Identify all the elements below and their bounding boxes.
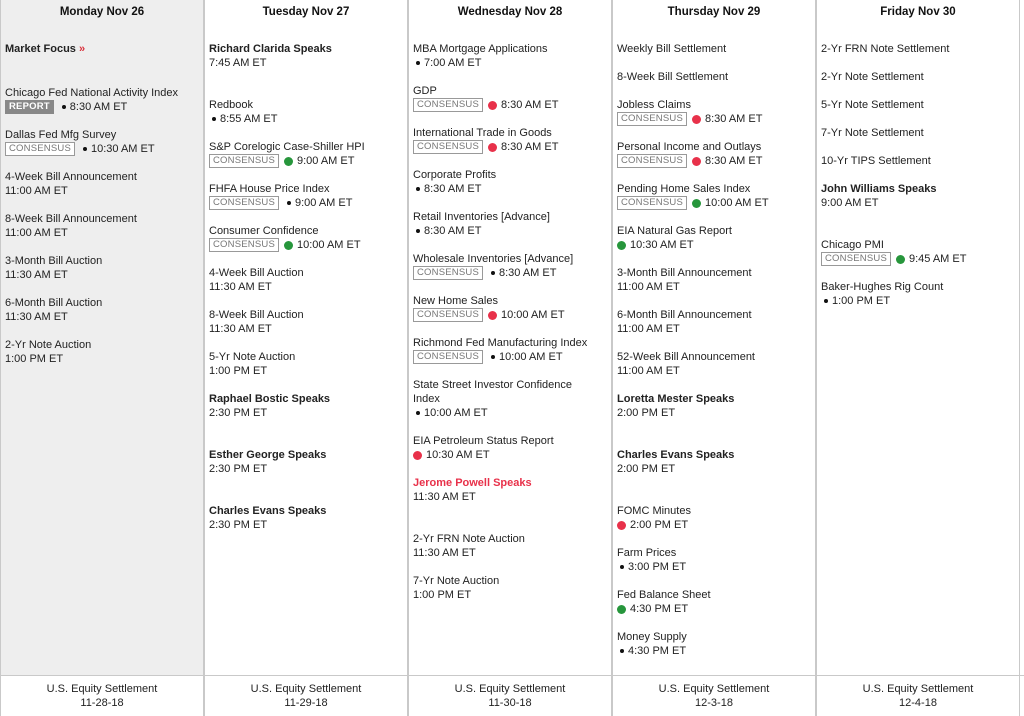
event-name[interactable]: John Williams Speaks xyxy=(821,183,937,195)
green-dot-icon xyxy=(284,241,293,250)
calendar-event[interactable] xyxy=(617,98,811,126)
event-name[interactable]: 7-Yr Note Auction xyxy=(413,575,500,587)
consensus-badge[interactable]: CONSENSUS xyxy=(209,238,279,252)
event-time: 8:30 AM ET xyxy=(69,101,128,113)
calendar-event[interactable] xyxy=(617,504,811,532)
event-name[interactable]: Jobless Claims xyxy=(617,99,691,111)
red-dot-icon xyxy=(488,143,497,152)
consensus-badge[interactable]: CONSENSUS xyxy=(5,142,75,156)
calendar-event[interactable] xyxy=(209,392,403,420)
event-time: 11:30 AM ET xyxy=(5,311,68,323)
calendar-event[interactable] xyxy=(413,252,607,280)
event-name[interactable]: 4-Week Bill Auction xyxy=(209,267,304,279)
calendar-event[interactable] xyxy=(209,140,403,168)
event-name[interactable]: Redbook xyxy=(209,99,254,111)
calendar-event[interactable] xyxy=(413,336,607,364)
consensus-badge[interactable]: CONSENSUS xyxy=(413,308,483,322)
event-time: 2:30 PM ET xyxy=(209,519,268,531)
event-time: 10:30 AM ET xyxy=(630,239,694,251)
calendar-event[interactable] xyxy=(617,266,811,294)
day-header: Monday Nov 26 xyxy=(59,6,145,18)
event-time: 10:00 AM ET xyxy=(424,407,488,419)
day-column-wednesday xyxy=(408,0,612,675)
event-name[interactable]: Baker-Hughes Rig Count xyxy=(821,281,944,293)
event-name[interactable]: Dallas Fed Mfg Survey xyxy=(5,129,117,141)
black-dot-icon xyxy=(620,649,624,653)
event-time: 4:30 PM ET xyxy=(628,645,687,657)
calendar-event[interactable] xyxy=(617,350,811,378)
event-time: 11:00 AM ET xyxy=(5,227,68,239)
calendar-event[interactable] xyxy=(209,308,403,336)
event-time: 11:00 AM ET xyxy=(617,323,680,335)
chevron-right-icon: » xyxy=(78,43,86,55)
event-name[interactable]: 3-Month Bill Auction xyxy=(5,255,103,267)
event-name[interactable]: Chicago Fed National Activity Index xyxy=(5,87,179,99)
calendar-event[interactable] xyxy=(617,588,811,616)
event-time: 8:30 AM ET xyxy=(704,155,763,167)
event-name[interactable]: 2-Yr FRN Note Settlement xyxy=(821,43,950,55)
calendar-event[interactable] xyxy=(617,448,811,476)
calendar-event[interactable] xyxy=(413,42,607,70)
event-time: 8:55 AM ET xyxy=(220,113,278,125)
black-dot-icon xyxy=(491,271,495,275)
event-name[interactable]: S&P Corelogic Case-Shiller HPI xyxy=(209,141,365,153)
calendar-event[interactable] xyxy=(413,294,607,322)
calendar-event[interactable] xyxy=(5,170,199,198)
calendar-event[interactable] xyxy=(5,338,199,366)
calendar-event[interactable] xyxy=(209,224,403,252)
consensus-badge[interactable]: CONSENSUS xyxy=(209,154,279,168)
event-time: 11:30 AM ET xyxy=(5,269,68,281)
calendar-event[interactable] xyxy=(821,238,1015,266)
event-time: 3:00 PM ET xyxy=(628,561,687,573)
event-time: 11:30 AM ET xyxy=(413,547,476,559)
black-dot-icon xyxy=(491,355,495,359)
event-name[interactable]: 2-Yr Note Settlement xyxy=(821,71,924,83)
calendar-event[interactable] xyxy=(617,224,811,252)
event-time: 7:45 AM ET xyxy=(209,57,267,69)
green-dot-icon xyxy=(617,241,626,250)
consensus-badge[interactable]: CONSENSUS xyxy=(617,112,687,126)
green-dot-icon xyxy=(896,255,905,264)
event-name[interactable]: 3-Month Bill Announcement xyxy=(617,267,752,279)
calendar-event[interactable] xyxy=(413,476,607,504)
consensus-badge[interactable]: CONSENSUS xyxy=(617,196,687,210)
event-time: 1:00 PM ET xyxy=(5,353,64,365)
event-name[interactable]: 2-Yr FRN Note Auction xyxy=(413,533,525,545)
event-name[interactable]: Wholesale Inventories [Advance] xyxy=(413,253,574,265)
event-name[interactable]: Charles Evans Speaks xyxy=(209,505,327,517)
event-name[interactable]: 7-Yr Note Settlement xyxy=(821,127,924,139)
day-header: Wednesday Nov 28 xyxy=(457,6,563,18)
settlement-footer: U.S. Equity Settlement 12-4-18 xyxy=(816,676,1020,716)
calendar-event[interactable] xyxy=(5,254,199,282)
day-column-monday xyxy=(0,0,204,675)
event-time: 2:00 PM ET xyxy=(617,407,676,419)
event-name[interactable]: Corporate Profits xyxy=(413,169,497,181)
event-time: 9:45 AM ET xyxy=(908,253,967,265)
settlement-footer: U.S. Equity Settlement 11-29-18 xyxy=(204,676,408,716)
red-dot-icon xyxy=(413,451,422,460)
event-name[interactable]: Farm Prices xyxy=(617,547,677,559)
event-name[interactable]: Pending Home Sales Index xyxy=(617,183,751,195)
event-name[interactable]: FOMC Minutes xyxy=(617,505,691,517)
calendar-event[interactable] xyxy=(821,280,1015,308)
event-time: 8:30 AM ET xyxy=(424,183,482,195)
event-time: 4:30 PM ET xyxy=(630,603,689,615)
calendar-event[interactable] xyxy=(209,504,403,532)
consensus-badge[interactable]: CONSENSUS xyxy=(209,196,279,210)
event-name[interactable]: 10-Yr TIPS Settlement xyxy=(821,155,931,167)
calendar-event[interactable] xyxy=(821,154,1015,168)
calendar-event[interactable] xyxy=(617,630,811,658)
calendar-event[interactable] xyxy=(617,70,811,84)
calendar-event[interactable] xyxy=(617,140,811,168)
event-time: 9:00 AM ET xyxy=(294,197,353,209)
event-name[interactable]: Jerome Powell Speaks xyxy=(413,477,532,489)
event-time: 11:00 AM ET xyxy=(617,281,680,293)
event-name[interactable]: Loretta Mester Speaks xyxy=(617,393,735,405)
event-time: 8:30 AM ET xyxy=(498,267,557,279)
event-name[interactable]: 8-Week Bill Announcement xyxy=(5,213,137,225)
black-dot-icon xyxy=(287,201,291,205)
black-dot-icon xyxy=(212,117,216,121)
event-name[interactable]: Chicago PMI xyxy=(821,239,884,251)
event-time: 11:30 AM ET xyxy=(209,323,272,335)
black-dot-icon xyxy=(416,411,420,415)
event-name[interactable]: Fed Balance Sheet xyxy=(617,589,711,601)
day-header: Friday Nov 30 xyxy=(880,6,956,18)
event-time: 10:30 AM ET xyxy=(90,143,155,155)
event-time: 10:00 AM ET xyxy=(704,197,769,209)
calendar-event[interactable] xyxy=(413,378,607,420)
event-time: 10:30 AM ET xyxy=(426,449,490,461)
event-name[interactable]: Weekly Bill Settlement xyxy=(617,43,727,55)
event-name[interactable]: 5-Yr Note Auction xyxy=(209,351,296,363)
event-name[interactable]: EIA Natural Gas Report xyxy=(617,225,732,237)
event-time: 10:00 AM ET xyxy=(296,239,361,251)
black-dot-icon xyxy=(416,229,420,233)
consensus-badge[interactable]: CONSENSUS xyxy=(413,98,483,112)
calendar-event[interactable] xyxy=(5,212,199,240)
calendar-event[interactable] xyxy=(209,182,403,210)
event-name[interactable]: New Home Sales xyxy=(413,295,498,307)
event-name[interactable]: Personal Income and Outlays xyxy=(617,141,762,153)
event-name[interactable]: 6-Month Bill Auction xyxy=(5,297,103,309)
day-header: Tuesday Nov 27 xyxy=(262,6,350,18)
event-time: 8:30 AM ET xyxy=(500,99,559,111)
event-time: 2:30 PM ET xyxy=(209,407,268,419)
red-dot-icon xyxy=(692,115,701,124)
calendar-event[interactable] xyxy=(617,308,811,336)
calendar-event[interactable] xyxy=(821,182,1015,210)
event-time: 1:00 PM ET xyxy=(209,365,268,377)
event-name[interactable]: 8-Week Bill Auction xyxy=(209,309,304,321)
calendar-event[interactable] xyxy=(209,266,403,294)
event-name[interactable]: 52-Week Bill Announcement xyxy=(617,351,755,363)
calendar-event[interactable] xyxy=(821,42,1015,56)
event-time: 7:00 AM ET xyxy=(424,57,482,69)
event-time: 2:30 PM ET xyxy=(209,463,268,475)
consensus-badge[interactable]: CONSENSUS xyxy=(413,266,483,280)
consensus-badge[interactable]: CONSENSUS xyxy=(617,154,687,168)
event-name[interactable]: State Street Investor Confidence xyxy=(413,379,572,391)
event-time: 11:30 AM ET xyxy=(209,281,272,293)
event-name[interactable]: Charles Evans Speaks xyxy=(617,449,735,461)
event-name[interactable]: GDP xyxy=(413,85,437,97)
event-time: 11:00 AM ET xyxy=(5,185,68,197)
settlement-footer: U.S. Equity Settlement 11-28-18 xyxy=(0,676,204,716)
calendar-event[interactable] xyxy=(5,86,199,114)
calendar-event[interactable] xyxy=(209,42,403,70)
black-dot-icon xyxy=(83,147,87,151)
calendar-event[interactable] xyxy=(209,350,403,378)
event-name[interactable]: Retail Inventories [Advance] xyxy=(413,211,550,223)
calendar-event[interactable] xyxy=(413,126,607,154)
calendar-event[interactable] xyxy=(617,392,811,420)
calendar-event[interactable] xyxy=(821,98,1015,112)
calendar-event[interactable] xyxy=(209,448,403,476)
day-column-thursday xyxy=(612,0,816,675)
event-time: 1:00 PM ET xyxy=(832,295,891,307)
green-dot-icon xyxy=(284,157,293,166)
red-dot-icon xyxy=(692,157,701,166)
black-dot-icon xyxy=(824,299,828,303)
event-name[interactable]: Esther George Speaks xyxy=(209,449,327,461)
event-name[interactable]: 6-Month Bill Announcement xyxy=(617,309,752,321)
event-time: 10:00 AM ET xyxy=(498,351,563,363)
event-name[interactable]: 4-Week Bill Announcement xyxy=(5,171,137,183)
calendar-event[interactable] xyxy=(413,434,607,462)
event-name[interactable]: MBA Mortgage Applications xyxy=(413,43,548,55)
calendar-event[interactable] xyxy=(617,546,811,574)
calendar-event[interactable] xyxy=(821,126,1015,140)
event-time: 11:00 AM ET xyxy=(617,365,680,377)
event-name[interactable]: 2-Yr Note Auction xyxy=(5,339,92,351)
black-dot-icon xyxy=(62,105,66,109)
event-time: 11:30 AM ET xyxy=(413,491,476,503)
event-time: 1:00 PM ET xyxy=(413,589,472,601)
footer-row xyxy=(0,675,1024,715)
consensus-badge[interactable]: CONSENSUS xyxy=(413,350,483,364)
day-column-tuesday xyxy=(204,0,408,675)
black-dot-icon xyxy=(620,565,624,569)
calendar-event[interactable] xyxy=(617,42,811,56)
calendar-event[interactable] xyxy=(821,70,1015,84)
market-focus-link[interactable]: Market Focus » xyxy=(5,43,86,55)
settlement-footer: U.S. Equity Settlement 12-3-18 xyxy=(612,676,816,716)
event-name[interactable]: International Trade in Goods xyxy=(413,127,552,139)
event-time: 8:30 AM ET xyxy=(500,141,559,153)
report-badge[interactable]: REPORT xyxy=(5,100,54,114)
event-name[interactable]: Richmond Fed Manufacturing Index xyxy=(413,337,588,349)
event-name[interactable]: Raphael Bostic Speaks xyxy=(209,393,331,405)
event-name-continued[interactable]: Index xyxy=(413,393,440,405)
event-time: 2:00 PM ET xyxy=(617,463,676,475)
event-time: 8:30 AM ET xyxy=(704,113,763,125)
event-time: 9:00 AM ET xyxy=(296,155,355,167)
calendar-event[interactable] xyxy=(413,84,607,112)
calendar-event[interactable] xyxy=(413,210,607,238)
green-dot-icon xyxy=(617,605,626,614)
consensus-badge[interactable]: CONSENSUS xyxy=(413,140,483,154)
event-name[interactable]: FHFA House Price Index xyxy=(209,183,330,195)
red-dot-icon xyxy=(488,311,497,320)
event-time: 10:00 AM ET xyxy=(500,309,565,321)
black-dot-icon xyxy=(416,61,420,65)
day-column-friday xyxy=(816,0,1020,675)
calendar-event[interactable] xyxy=(413,168,607,196)
calendar-event[interactable] xyxy=(413,574,607,602)
event-name[interactable]: 5-Yr Note Settlement xyxy=(821,99,924,111)
calendar-event[interactable] xyxy=(5,296,199,324)
settlement-footer: U.S. Equity Settlement 11-30-18 xyxy=(408,676,612,716)
event-time: 2:00 PM ET xyxy=(630,519,689,531)
black-dot-icon xyxy=(416,187,420,191)
consensus-badge[interactable]: CONSENSUS xyxy=(821,252,891,266)
event-name[interactable]: Consumer Confidence xyxy=(209,225,319,237)
event-time: 8:30 AM ET xyxy=(424,225,482,237)
event-name[interactable]: 8-Week Bill Settlement xyxy=(617,71,729,83)
event-name[interactable]: Money Supply xyxy=(617,631,687,643)
event-time: 9:00 AM ET xyxy=(821,197,879,209)
day-header: Thursday Nov 29 xyxy=(667,6,761,18)
green-dot-icon xyxy=(692,199,701,208)
red-dot-icon xyxy=(617,521,626,530)
red-dot-icon xyxy=(488,101,497,110)
event-name[interactable]: EIA Petroleum Status Report xyxy=(413,435,554,447)
event-name[interactable]: Richard Clarida Speaks xyxy=(209,43,332,55)
calendar-event[interactable] xyxy=(617,182,811,210)
calendar-event[interactable] xyxy=(5,128,199,156)
calendar-event[interactable] xyxy=(413,532,607,560)
calendar-event[interactable] xyxy=(209,98,403,126)
